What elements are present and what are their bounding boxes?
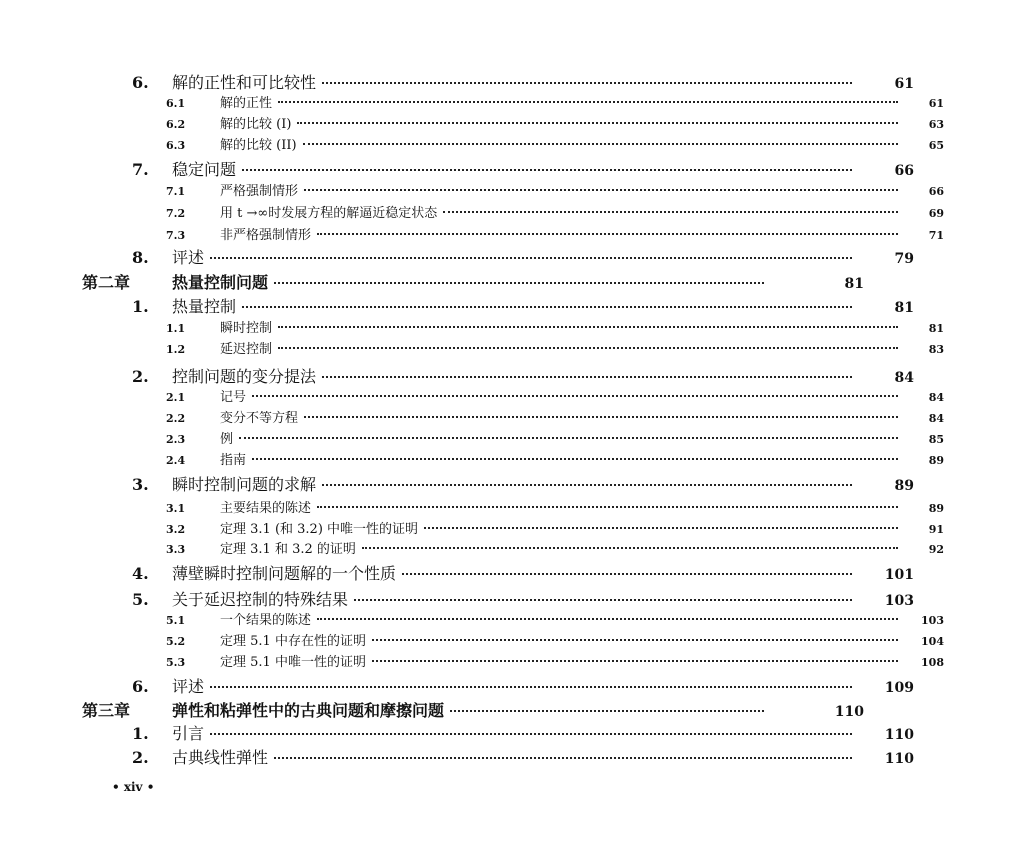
toc-entry-page: 89 [928,454,944,467]
toc-entry-title: 弹性和粘弹性中的古典问题和摩擦问题 [172,701,445,720]
toc-subsection-entry [0,338,1036,357]
toc-entry-title: 古典线性弹性 [172,748,269,767]
toc-entry-title: 指南 [220,453,247,468]
toc-subsection-entry [0,609,1036,628]
toc-entry-title: 解的比较 (I) [220,117,292,132]
toc-entry-page: 79 [894,251,914,267]
toc-subsection-entry [0,651,1036,670]
toc-entry-page: 110 [884,727,914,743]
toc-section-entry [0,561,1002,584]
toc-entry-page: 66 [894,163,914,179]
toc-subsection-entry [0,630,1036,649]
toc-subsection-entry [0,407,1036,426]
dot-leader [210,256,852,259]
toc-subsection-entry [0,518,1036,537]
toc-entry-title: 定理 3.1 和 3.2 的证明 [220,542,356,557]
toc-subsection-entry [0,317,1036,336]
dot-leader [239,436,898,439]
dot-leader [402,572,852,575]
toc-entry-page: 91 [928,523,944,536]
dot-leader [304,188,898,191]
dot-leader [297,121,898,124]
toc-subsection-entry [0,538,1036,557]
toc-entry-page: 61 [928,97,944,110]
toc-entry-number: 5. [132,590,149,609]
toc-entry-number: 7. [132,160,149,179]
dot-leader [372,659,898,662]
toc-entry-title: 一个结果的陈述 [220,613,312,628]
toc-entry-number: 5.1 [166,614,186,627]
toc-entry-number: 第三章 [82,701,131,720]
dot-leader [322,483,852,486]
toc-subsection-entry [0,224,1036,243]
page-number-footer: • xiv • [112,780,155,794]
dot-leader [252,457,898,460]
toc-entry-title: 引言 [172,724,205,743]
toc-entry-title: 严格强制情形 [220,184,299,199]
dot-leader [322,81,852,84]
toc-entry-page: 65 [928,139,944,152]
toc-entry-page: 103 [921,614,944,627]
toc-subsection-entry [0,449,1036,468]
toc-chapter-entry [0,270,952,293]
toc-entry-number: 1.2 [166,343,186,356]
toc-entry-number: 7.2 [166,207,186,220]
toc-entry-title: 非严格强制情形 [220,228,312,243]
dot-leader [372,638,898,641]
toc-entry-number: 4. [132,564,149,583]
toc-entry-page: 81 [928,322,944,335]
dot-leader [242,168,852,171]
toc-section-entry [0,294,1002,317]
toc-section-entry [0,472,1002,495]
dot-leader [210,685,852,688]
toc-entry-title: 热量控制问题 [172,273,269,292]
toc-subsection-entry [0,113,1036,132]
toc-entry-title: 关于延迟控制的特殊结果 [172,590,349,609]
toc-entry-page: 104 [921,635,944,648]
toc-entry-page: 61 [894,76,914,92]
toc-entry-number: 6.2 [166,118,186,131]
toc-entry-title: 延迟控制 [220,342,273,357]
toc-entry-number: 7.1 [166,185,186,198]
toc-entry-number: 2.3 [166,433,186,446]
toc-entry-page: 83 [928,343,944,356]
toc-entry-page: 89 [928,502,944,515]
toc-subsection-entry [0,180,1036,199]
toc-entry-page: 71 [928,229,944,242]
dot-leader [252,394,898,397]
toc-entry-number: 8. [132,248,149,267]
toc-entry-page: 89 [894,478,914,494]
toc-entry-number: 3.1 [166,502,186,515]
toc-entry-page: 69 [928,207,944,220]
dot-leader [278,325,898,328]
toc-subsection-entry [0,386,1036,405]
toc-entry-page: 110 [884,751,914,767]
toc-entry-number: 3. [132,475,149,494]
toc-entry-page: 103 [884,593,914,609]
dot-leader [317,232,898,235]
toc-entry-page: 84 [928,412,944,425]
toc-entry-title: 稳定问题 [172,160,237,179]
dot-leader [303,142,898,145]
toc-entry-page: 110 [834,704,864,720]
toc-section-entry [0,721,1002,744]
dot-leader [317,505,898,508]
dot-leader [274,281,764,284]
toc-entry-title: 控制问题的变分提法 [172,367,317,386]
toc-subsection-entry [0,202,1036,221]
toc-subsection-entry [0,134,1036,153]
toc-section-entry [0,157,1002,180]
toc-entry-page: 84 [894,370,914,386]
dot-leader [317,617,898,620]
toc-entry-number: 2.4 [166,454,186,467]
dot-leader [450,709,764,712]
toc-section-entry [0,70,1002,93]
toc-section-entry [0,364,1002,387]
toc-entry-title: 瞬时控制 [220,321,273,336]
toc-entry-number: 2. [132,748,149,767]
toc-entry-number: 2.1 [166,391,186,404]
toc-entry-title: 例 [220,432,234,447]
dot-leader [443,210,898,213]
toc-subsection-entry [0,92,1036,111]
dot-leader [362,546,898,549]
toc-entry-title: 用 t →∞时发展方程的解逼近稳定状态 [220,206,438,221]
toc-entry-page: 92 [928,543,944,556]
toc-entry-page: 63 [928,118,944,131]
toc-chapter-entry [0,698,952,721]
toc-section-entry [0,245,1002,268]
toc-entry-number: 5.2 [166,635,186,648]
toc-entry-number: 7.3 [166,229,186,242]
toc-entry-number: 6. [132,677,149,696]
toc-entry-number: 6.1 [166,97,186,110]
dot-leader [304,415,898,418]
toc-entry-title: 瞬时控制问题的求解 [172,475,317,494]
toc-entry-number: 1. [132,724,149,743]
toc-entry-title: 主要结果的陈述 [220,501,312,516]
toc-entry-number: 3.2 [166,523,186,536]
toc-entry-title: 解的正性和可比较性 [172,73,317,92]
toc-entry-number: 5.3 [166,656,186,669]
dot-leader [322,375,852,378]
dot-leader [242,305,852,308]
toc-entry-page: 85 [928,433,944,446]
toc-entry-number: 6.3 [166,139,186,152]
toc-section-entry [0,587,1002,610]
dot-leader [278,100,898,103]
toc-subsection-entry [0,428,1036,447]
toc-entry-number: 3.3 [166,543,186,556]
toc-entry-title: 定理 5.1 中唯一性的证明 [220,655,366,670]
toc-entry-title: 解的比较 (II) [220,138,297,153]
toc-entry-page: 66 [928,185,944,198]
toc-entry-number: 2. [132,367,149,386]
toc-subsection-entry [0,497,1036,516]
toc-entry-page: 81 [894,300,914,316]
toc-entry-number: 第二章 [82,273,131,292]
toc-section-entry [0,745,1002,768]
toc-entry-title: 解的正性 [220,96,273,111]
toc-entry-page: 84 [928,391,944,404]
dot-leader [210,732,852,735]
dot-leader [278,346,898,349]
toc-entry-title: 热量控制 [172,297,237,316]
toc-entry-title: 薄壁瞬时控制问题解的一个性质 [172,564,397,583]
toc-entry-title: 变分不等方程 [220,411,299,426]
toc-entry-title: 评述 [172,248,205,267]
toc-section-entry [0,674,1002,697]
toc-entry-number: 2.2 [166,412,186,425]
toc-entry-page: 109 [884,680,914,696]
toc-entry-page: 81 [844,276,864,292]
toc-entry-title: 评述 [172,677,205,696]
toc-entry-number: 1.1 [166,322,186,335]
dot-leader [354,598,852,601]
toc-entry-page: 101 [884,567,914,583]
toc-entry-page: 108 [921,656,944,669]
toc-entry-title: 定理 5.1 中存在性的证明 [220,634,366,649]
toc-entry-title: 定理 3.1 (和 3.2) 中唯一性的证明 [220,522,419,537]
toc-entry-number: 6. [132,73,149,92]
dot-leader [424,526,898,529]
dot-leader [274,756,852,759]
toc-entry-title: 记号 [220,390,247,405]
toc-entry-number: 1. [132,297,149,316]
